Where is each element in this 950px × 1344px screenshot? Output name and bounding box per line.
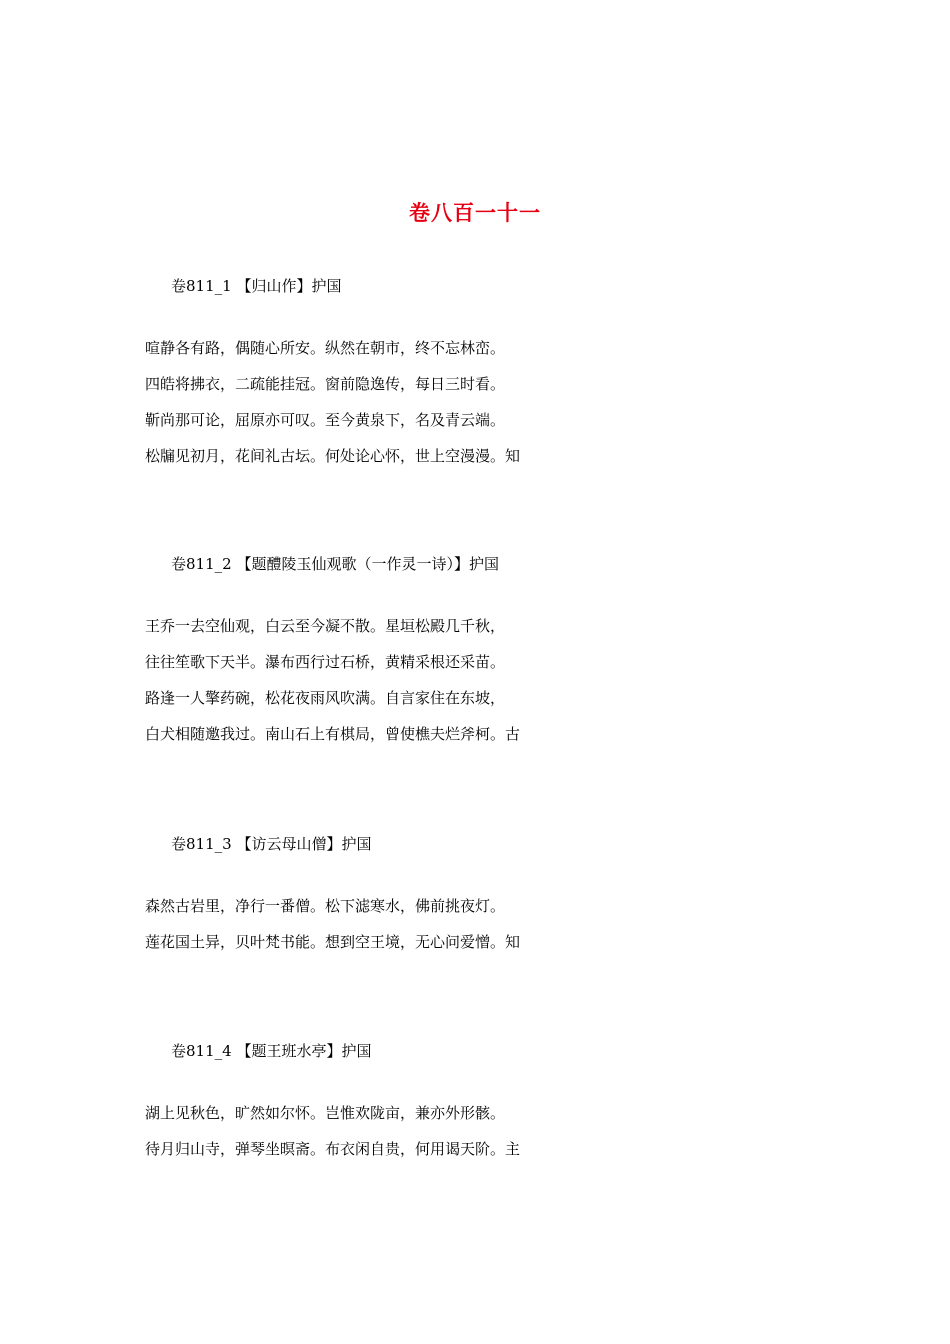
poem-line: 王乔一去空仙观，白云至今凝不散。星垣松殿几千秋， <box>145 617 506 635</box>
page-title: 卷八百一十一 <box>409 200 541 225</box>
poem-line: 路逢一人擎药碗，松花夜雨风吹满。自言家住在东坡， <box>145 689 506 707</box>
poem-line: 湖上见秋色，旷然如尔怀。岂惟欢陇亩，兼亦外形骸。 <box>145 1104 506 1122</box>
poem-body <box>145 615 865 759</box>
poem-line: 四皓将拂衣，二疏能挂冠。窗前隐逸传，每日三时看。 <box>145 375 506 393</box>
poem-line: 森然古岩里，净行一番僧。松下滤寒水，佛前挑夜灯。 <box>145 897 506 915</box>
poem-line: 往往笙歌下天半。瀑布西行过石桥，黄精采根还采苗。 <box>145 653 506 671</box>
poem-heading: 卷811_1 【归山作】护国 <box>171 277 342 295</box>
poem-line: 靳尚那可论，屈原亦可叹。至今黄泉下，名及青云端。 <box>145 411 506 429</box>
poem-line: 松牖见初月，花间礼古坛。何处论心怀，世上空漫漫。知 <box>145 447 521 465</box>
poem-heading: 卷811_2 【题醴陵玉仙观歌（一作灵一诗）】护国 <box>171 555 499 573</box>
poem-line: 喧静各有路，偶随心所安。纵然在朝市，终不忘林峦。 <box>145 339 506 357</box>
poem-heading: 卷811_3 【访云母山僧】护国 <box>171 835 372 853</box>
poem-body <box>145 1102 865 1174</box>
poem-line: 待月归山寺，弹琴坐暝斋。布衣闲自贵，何用谒天阶。主 <box>145 1140 521 1158</box>
poem-body <box>145 337 865 481</box>
poem-body <box>145 895 865 967</box>
poem-heading: 卷811_4 【题王班水亭】护国 <box>171 1042 372 1060</box>
poem-section-4 <box>145 1040 865 1174</box>
poem-section-2 <box>145 553 865 759</box>
poem-line: 莲花国土异，贝叶梵书能。想到空王境，无心问爱憎。知 <box>145 933 521 951</box>
poem-section-3 <box>145 833 865 967</box>
poem-section-1 <box>145 275 865 481</box>
poem-line: 白犬相随邀我过。南山石上有棋局，曾使樵夫烂斧柯。古 <box>145 725 521 743</box>
